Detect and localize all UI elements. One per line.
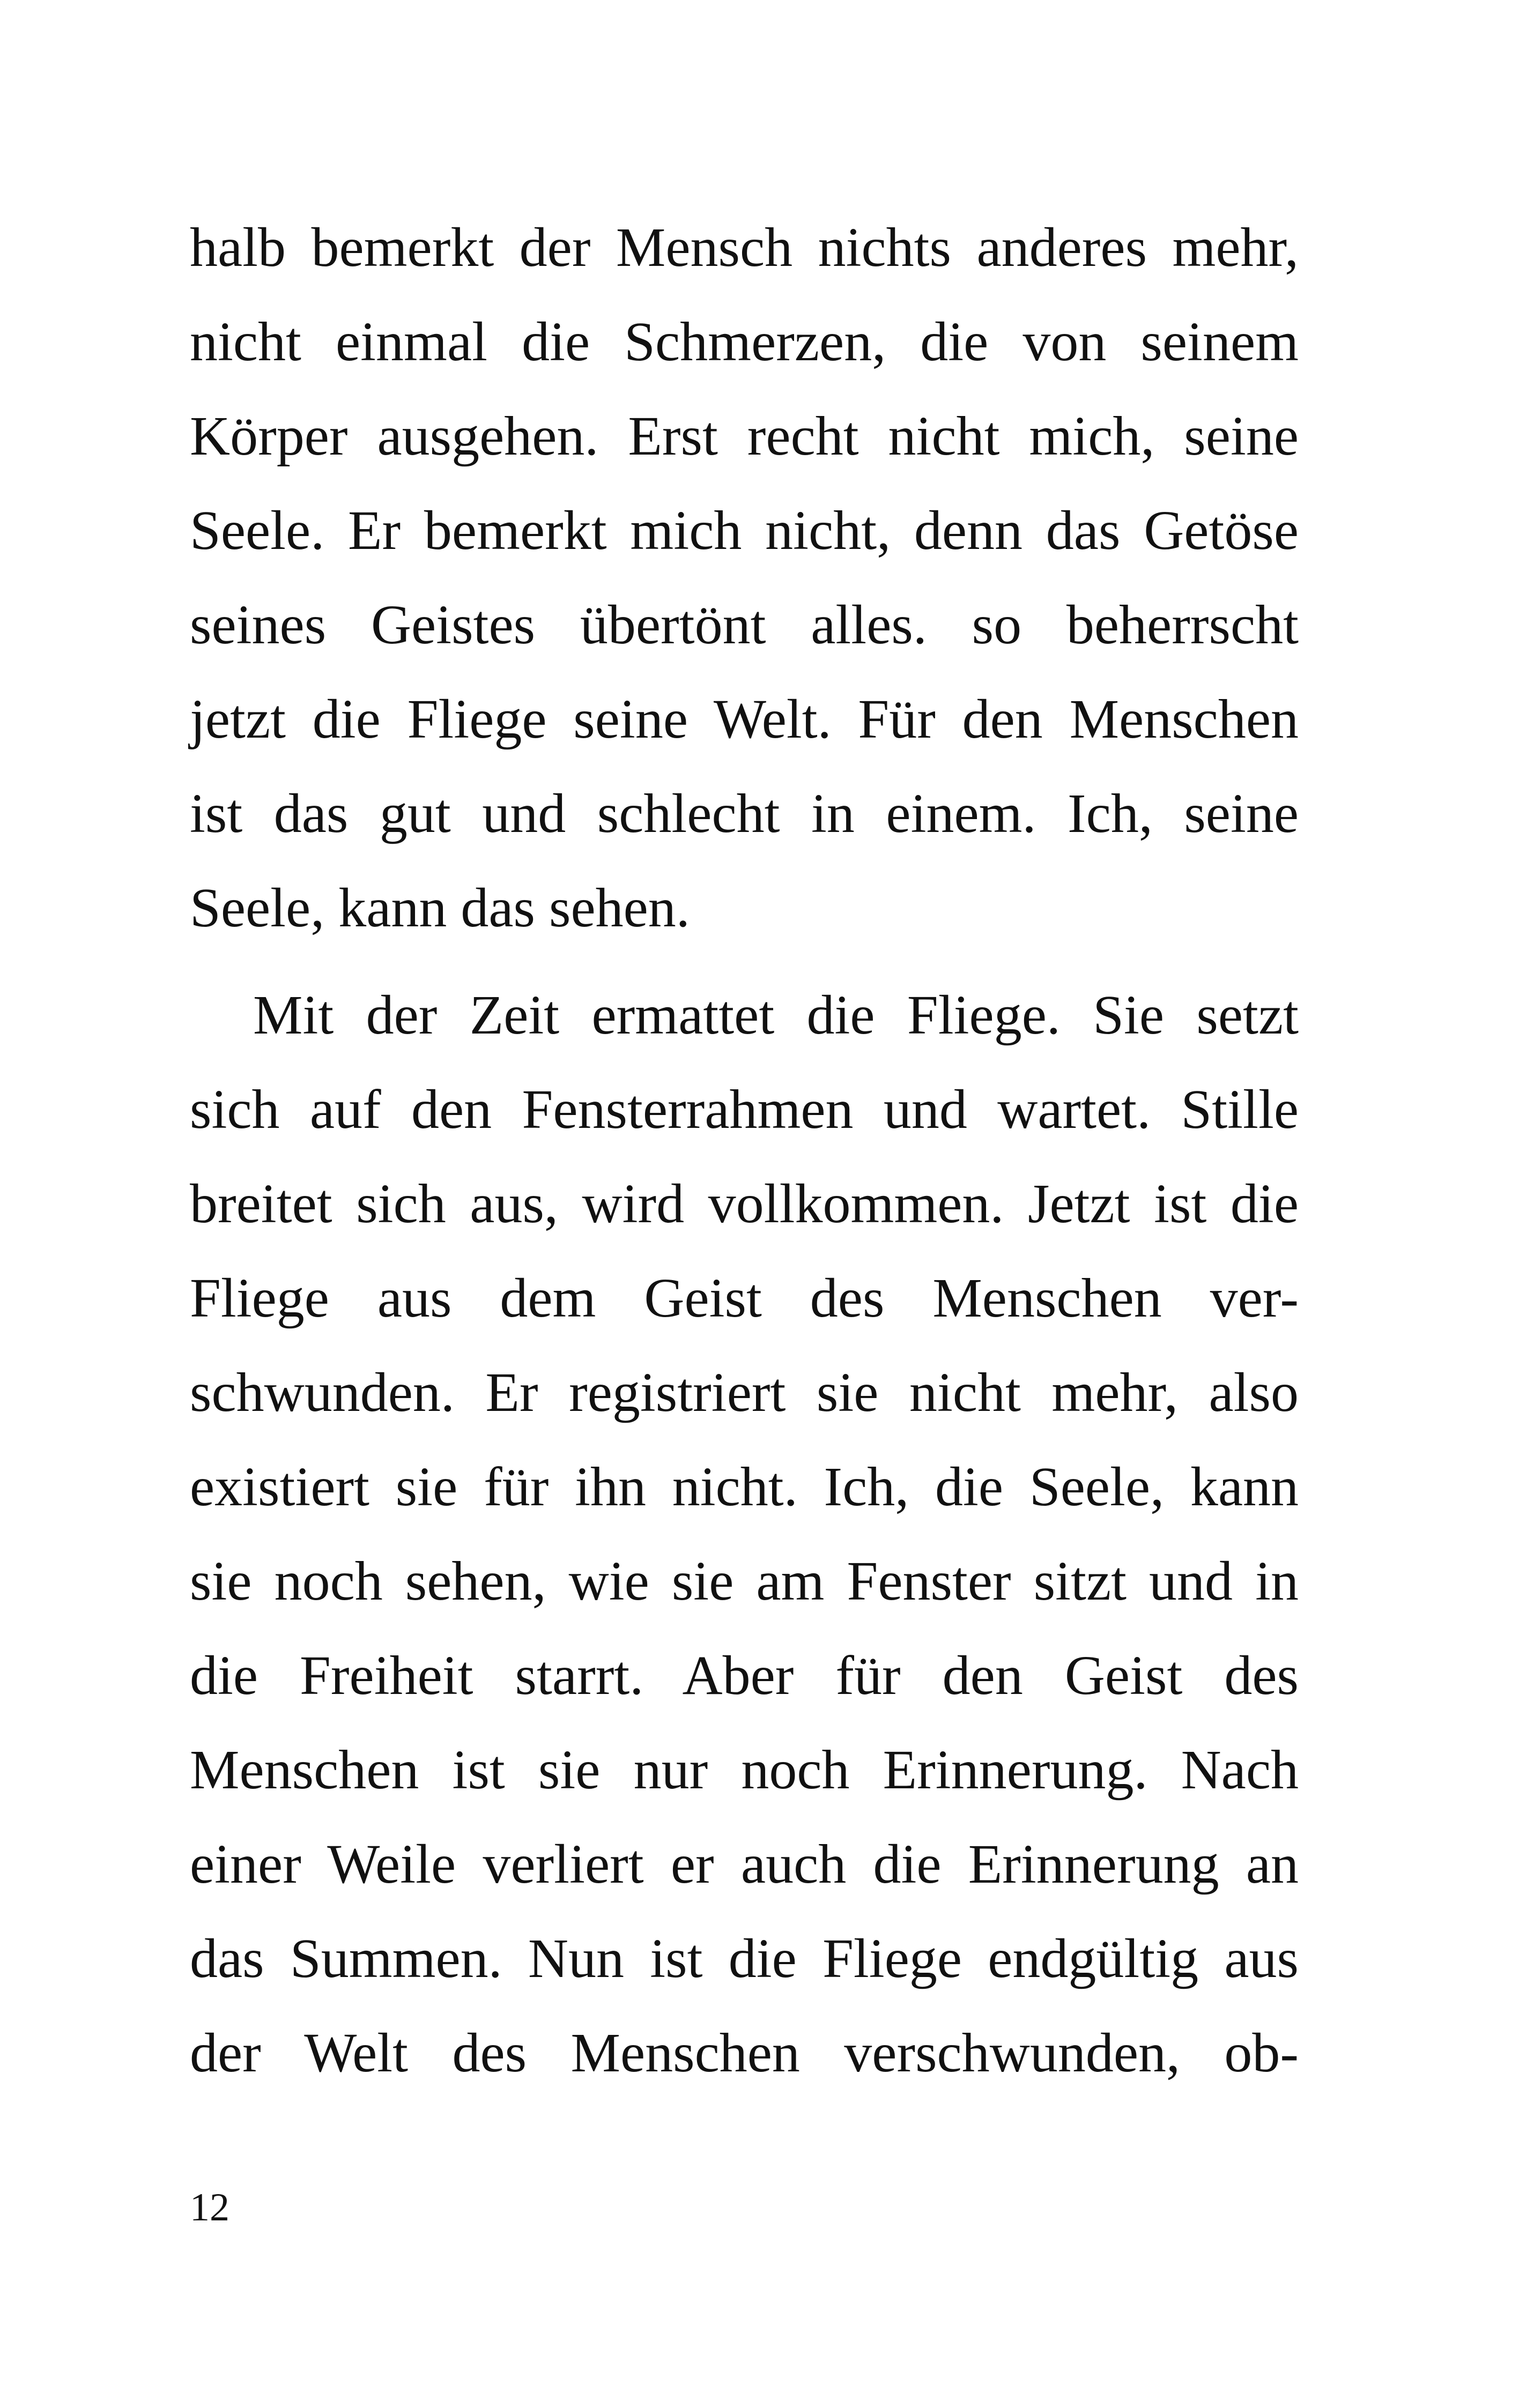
text-line: Mit der Zeit ermattet die Fliege. Sie setzt — [253, 984, 1299, 1046]
text-line: der Welt des Menschen verschwunden, ob- — [190, 2022, 1299, 2084]
text-line: Körper ausgehen. Erst recht nicht mich, seine — [190, 405, 1299, 467]
text-line: breitet sich aus, wird vollkommen. Jetzt ist die — [190, 1173, 1299, 1235]
text-line: Fliege aus dem Geist des Menschen ver- — [190, 1267, 1299, 1329]
paragraph-1 — [190, 200, 1299, 955]
text-line: nicht einmal die Schmerzen, die von seinem — [190, 311, 1299, 373]
text-line: die Freiheit starrt. Aber für den Geist des — [190, 1645, 1299, 1706]
text-line: sich auf den Fensterrahmen und wartet. Stille — [190, 1079, 1299, 1140]
text-line: sie noch sehen, wie sie am Fenster sitzt und in — [190, 1550, 1299, 1612]
text-line: einer Weile verliert er auch die Erinnerung an — [190, 1833, 1299, 1895]
text-line: jetzt die Fliege seine Welt. Für den Menschen — [190, 688, 1299, 750]
text-line: ist das gut und schlecht in einem. Ich, seine — [190, 783, 1299, 844]
text-line: existiert sie für ihn nicht. Ich, die Seele, kann — [190, 1456, 1299, 1518]
text-line: halb bemerkt der Mensch nichts anderes mehr, — [190, 217, 1299, 278]
text-line: seines Geistes übertönt alles. so beherrscht — [190, 594, 1299, 656]
text-line: Menschen ist sie nur noch Erinnerung. Nach — [190, 1739, 1299, 1801]
text-line: Seele. Er bemerkt mich nicht, denn das Getöse — [190, 500, 1299, 561]
page-number: 12 — [190, 2186, 229, 2229]
text-line: Seele, kann das sehen. — [190, 877, 690, 939]
text-line: schwunden. Er registriert sie nicht mehr, also — [190, 1362, 1299, 1423]
text-line: das Summen. Nun ist die Fliege endgültig aus — [190, 1928, 1299, 1989]
paragraph-2 — [190, 968, 1299, 2100]
